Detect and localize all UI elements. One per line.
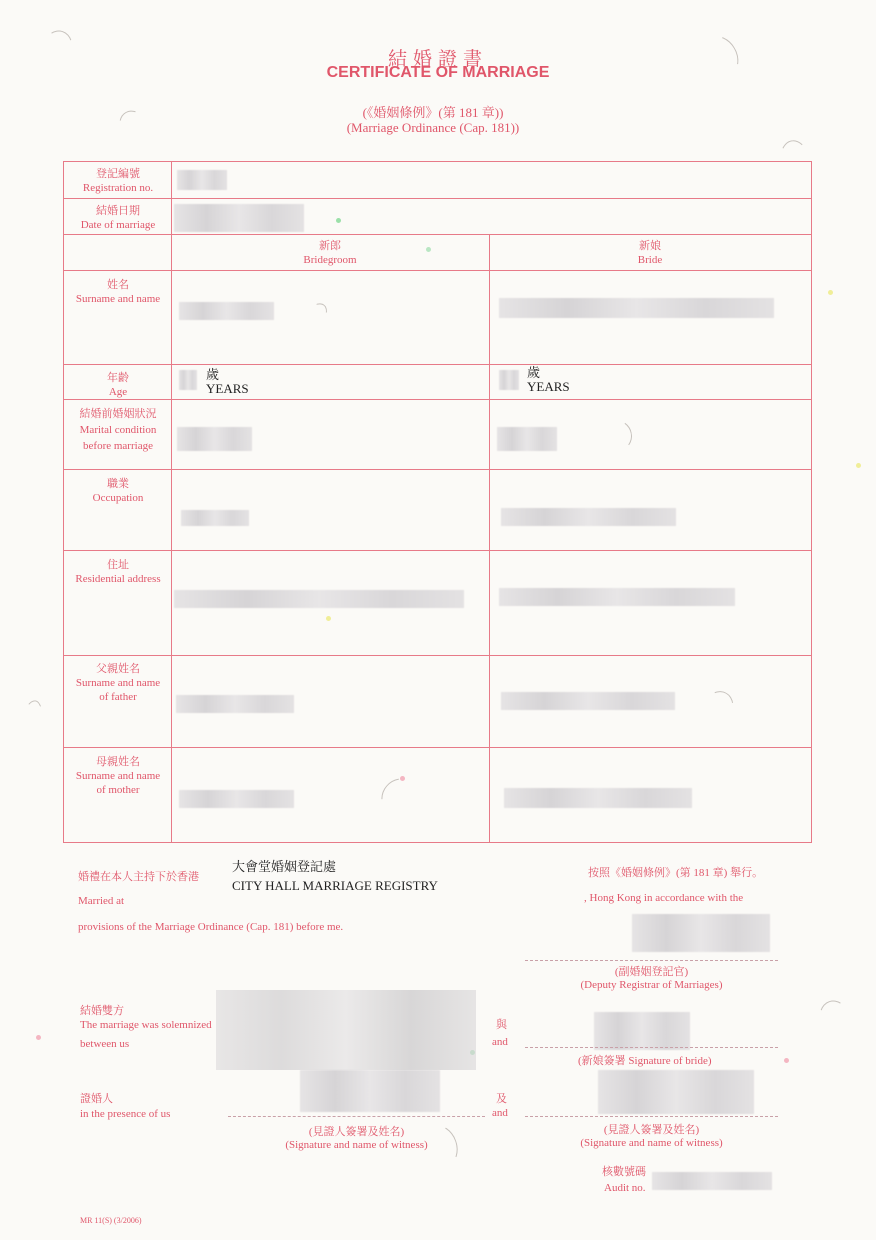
- marriage-details-table: [63, 161, 812, 843]
- groom-address-redacted: [174, 590, 464, 608]
- father-label: 父親姓名 Surname and name of father: [75, 663, 161, 703]
- bride-marital-redacted: [497, 427, 557, 451]
- audit-no-redacted: [652, 1172, 772, 1190]
- provisions-en: provisions of the Marriage Ordinance (Cap. 181) before me.: [78, 921, 344, 933]
- bride-age-redacted: [499, 370, 519, 390]
- date-label: 結婚日期 Date of marriage: [80, 205, 156, 231]
- witness1-signature-redacted: [300, 1070, 440, 1112]
- groom-age-redacted: [179, 370, 197, 390]
- solemnized-zh: 結婚雙方: [80, 1005, 124, 1017]
- groom-header: 新郎 Bridegroom: [303, 240, 357, 266]
- address-label: 住址 Residential address: [75, 559, 161, 585]
- bride-age-unit: 歲 YEARS: [527, 365, 570, 394]
- registry-en: CITY HALL MARRIAGE REGISTRY: [232, 878, 438, 893]
- date-redacted: [174, 204, 304, 232]
- ordinance-en: (Marriage Ordinance (Cap. 181)): [346, 120, 520, 135]
- married-zh: 婚禮在本人主持下於香港: [78, 871, 199, 883]
- mother-label: 母親姓名 Surname and name of mother: [75, 756, 161, 796]
- witness-zh: 證婚人: [80, 1093, 113, 1105]
- groom-age-unit: 歲 YEARS: [206, 367, 249, 396]
- married-at-en: Married at: [78, 895, 125, 907]
- bride-signature-caption: (新娘簽署 Signature of bride): [578, 1055, 712, 1067]
- held-zh: 按照《婚姻條例》(第 181 章) 舉行。: [588, 867, 764, 879]
- bride-father-redacted: [501, 692, 675, 710]
- bride-signature-redacted: [594, 1012, 690, 1050]
- ordinance-zh: (《婚姻條例》(第 181 章)): [362, 105, 504, 120]
- age-label: 年齡 Age: [107, 372, 129, 398]
- bride-occupation-redacted: [501, 508, 676, 526]
- title-en: CERTIFICATE OF MARRIAGE: [326, 64, 550, 81]
- solemnized-en: The marriage was solemnized: [80, 1019, 212, 1031]
- title-zh: 結婚證書: [387, 49, 488, 70]
- form-number: MR 11(S) (3/2006): [80, 1216, 142, 1225]
- bride-address-redacted: [499, 588, 735, 606]
- reg-no-redacted: [177, 170, 227, 190]
- bride-name-redacted: [499, 298, 774, 318]
- occupation-label: 職業 Occupation: [92, 478, 144, 504]
- deputy-registrar-caption: (副婚姻登記官) (Deputy Registrar of Marriages): [580, 966, 723, 991]
- groom-name-redacted: [179, 302, 274, 320]
- witness2-caption: (見證人簽署及姓名) (Signature and name of witness): [580, 1124, 723, 1149]
- and-zh: 與: [496, 1019, 507, 1031]
- between-us: between us: [80, 1038, 130, 1050]
- reg-no-label: 登記編號 Registration no.: [82, 168, 154, 194]
- groom-marital-redacted: [177, 427, 252, 451]
- groom-mother-redacted: [179, 790, 294, 808]
- groom-signature-redacted: [216, 990, 476, 1070]
- registry-zh: 大會堂婚姻登記處: [232, 859, 337, 874]
- audit-zh: 核數號碼: [602, 1166, 646, 1178]
- witness2-signature-redacted: [598, 1070, 754, 1114]
- and2-en: and: [492, 1107, 508, 1119]
- witness-en: in the presence of us: [80, 1108, 171, 1120]
- and2-zh: 及: [496, 1093, 507, 1105]
- registrar-signature-redacted: [632, 914, 770, 952]
- marital-label: 結婚前婚姻狀況 Marital condition before marriage: [79, 408, 157, 452]
- groom-father-redacted: [176, 695, 294, 713]
- bride-header: 新娘 Bride: [637, 240, 663, 266]
- groom-occupation-redacted: [181, 510, 249, 526]
- witness1-caption: (見證人簽署及姓名) (Signature and name of witness): [285, 1126, 428, 1151]
- and-en: and: [492, 1036, 508, 1048]
- bride-mother-redacted: [504, 788, 692, 808]
- name-label: 姓名 Surname and name: [75, 279, 161, 305]
- hk-accordance-en: , Hong Kong in accordance with the: [584, 892, 744, 904]
- audit-en: Audit no.: [604, 1182, 646, 1194]
